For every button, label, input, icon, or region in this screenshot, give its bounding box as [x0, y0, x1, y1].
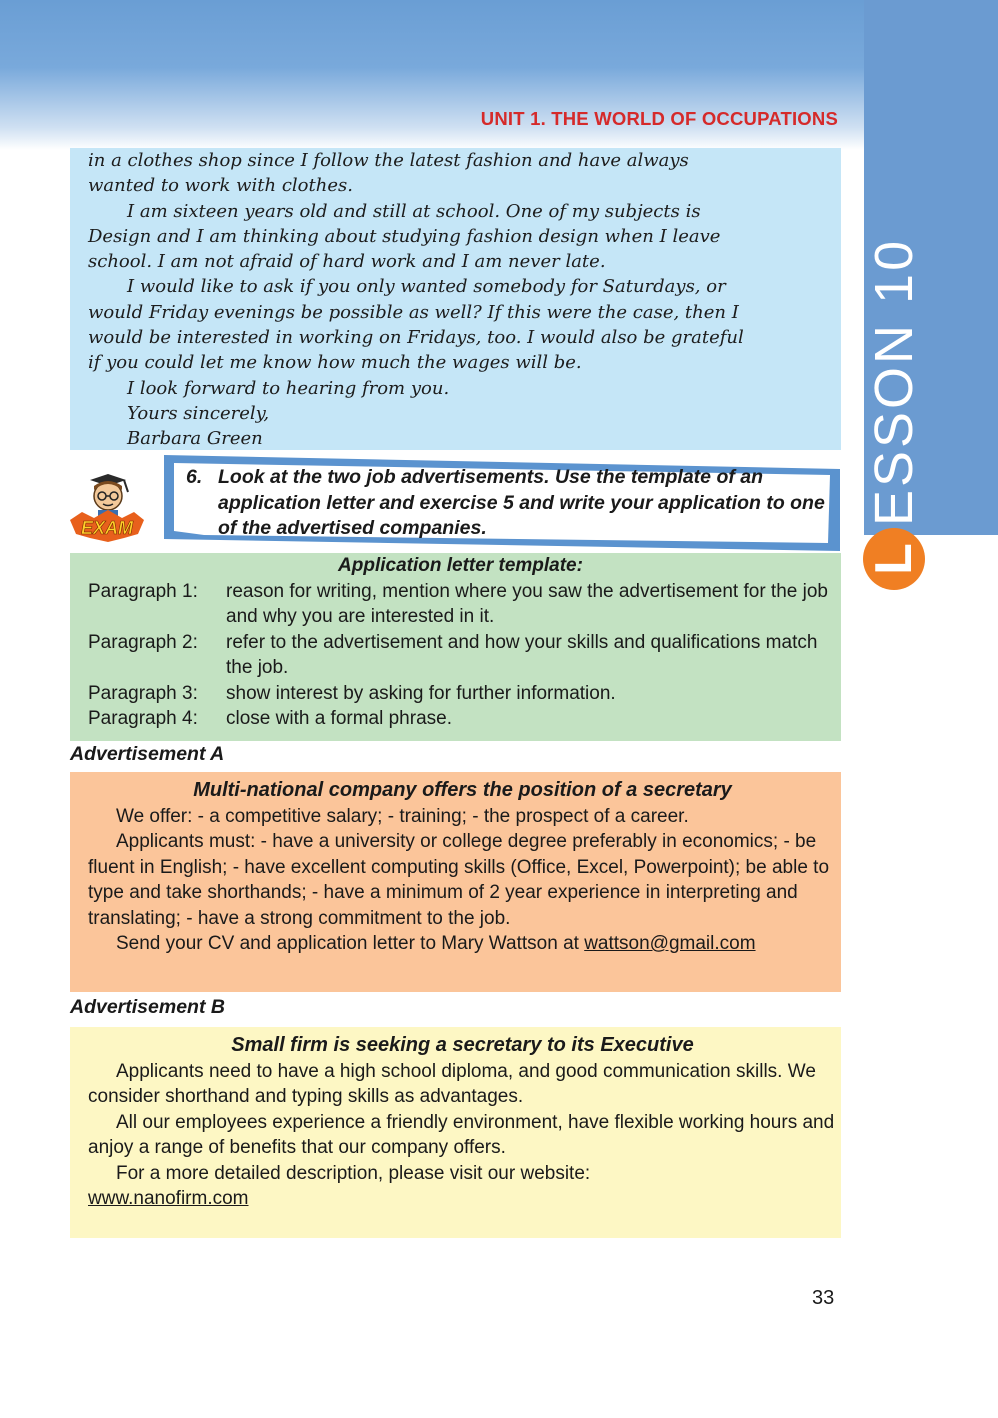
letter-line: would Friday evenings be possible as well? If this were the case, then I	[88, 301, 739, 323]
paragraph-text: close with a formal phrase.	[226, 708, 452, 729]
letter-closing: I look forward to hearing from you.	[127, 377, 450, 399]
paragraph-label: Paragraph 4:	[88, 708, 198, 729]
exercise-6	[164, 455, 840, 551]
advertisement-a-offer: We offer: - a competitive salary; - training; - the prospect of a career.	[116, 805, 689, 827]
letter-line: school. I am not afraid of hard work and I am never late.	[88, 251, 606, 273]
advertisement-b-paragraph: For a more detailed description, please visit our website:	[116, 1162, 591, 1184]
template-paragraph	[88, 579, 833, 630]
advertisement-a-contact	[88, 931, 837, 957]
advertisement-b-paragraph: Applicants need to have a high school diploma, and good communication skills. We consider shorthand and typing skills as advantages.	[88, 1060, 816, 1107]
unit-title: UNIT 1. THE WORLD OF OCCUPATIONS	[480, 108, 838, 129]
template-paragraph	[88, 706, 833, 732]
paragraph-text: refer to the advertisement and how your skills and qualifications match the job.	[226, 631, 818, 678]
exercise-number: 6.	[186, 466, 203, 488]
template-paragraph	[88, 630, 833, 681]
template-title: Application letter template:	[338, 555, 583, 576]
advertisement-b	[70, 1027, 841, 1238]
email-link[interactable]: wattson@gmail.com	[584, 933, 756, 954]
exam-icon-text: EXAM	[80, 518, 134, 538]
letter-signature: Barbara Green	[127, 428, 263, 450]
website-link[interactable]: www.nanofirm.com	[88, 1188, 249, 1209]
lesson-label	[862, 238, 926, 590]
paragraph-text: show interest by asking for further information.	[226, 682, 616, 704]
letter-line: I would like to ask if you only wanted somebody for Saturdays, or	[127, 276, 726, 298]
advertisement-a-label: Advertisement A	[70, 743, 225, 765]
paragraph-label: Paragraph 1:	[88, 580, 198, 602]
paragraph-label: Paragraph 2:	[88, 631, 198, 653]
exam-icon	[68, 472, 146, 544]
paragraph-label: Paragraph 3:	[88, 682, 198, 704]
exercise-instructions	[186, 465, 836, 542]
letter-line: would be interested in working on Fridays, too. I would also be grateful	[88, 327, 744, 349]
advertisement-b-label: Advertisement B	[70, 996, 225, 1018]
page-number: 33	[812, 1287, 835, 1309]
template-paragraph	[88, 681, 833, 707]
letter-line: Design and I am thinking about studying fashion design when I leave	[88, 225, 721, 247]
exercise-text: Look at the two job advertisements. Use the template of an application letter and exercise 5 and write your application to one of the advertised companies.	[218, 466, 825, 539]
letter-line: if you could let me know how much the wages will be.	[88, 352, 582, 374]
advertisement-a	[70, 772, 841, 992]
application-template	[70, 553, 841, 741]
lesson-title: ESSON 10	[864, 237, 924, 526]
letter-excerpt	[70, 148, 841, 450]
advertisement-b-paragraph: All our employees experience a friendly environment, have flexible working hours and anjoy a range of benefits that our company offers.	[88, 1111, 835, 1158]
letter-line: in a clothes shop since I follow the latest fashion and have always	[88, 150, 689, 171]
letter-line: wanted to work with clothes.	[88, 175, 353, 197]
advertisement-b-title: Small firm is seeking a secretary to its Executive	[231, 1034, 694, 1056]
advertisement-a-title: Multi-national company offers the position of a secretary	[193, 779, 732, 801]
paragraph-text: reason for writing, mention where you saw the advertisement for the job and why you are interested in it.	[226, 580, 828, 627]
letter-signoff: Yours sincerely,	[127, 402, 270, 424]
letter-line: I am sixteen years old and still at school. One of my subjects is	[127, 200, 701, 222]
contact-text: Send your CV and application letter to Mary Wattson at	[116, 933, 585, 954]
lesson-initial: L	[863, 528, 925, 590]
advertisement-a-requirements: Applicants must: - have a university or college degree preferably in economics; - be fluent in English; - have excellent computing skills (Office, Excel, Powerpoint); be able to type and take shorthands; - have a minimum of 2 year experience in interpreting and translating; - have a strong commitment to the job.	[88, 831, 830, 929]
